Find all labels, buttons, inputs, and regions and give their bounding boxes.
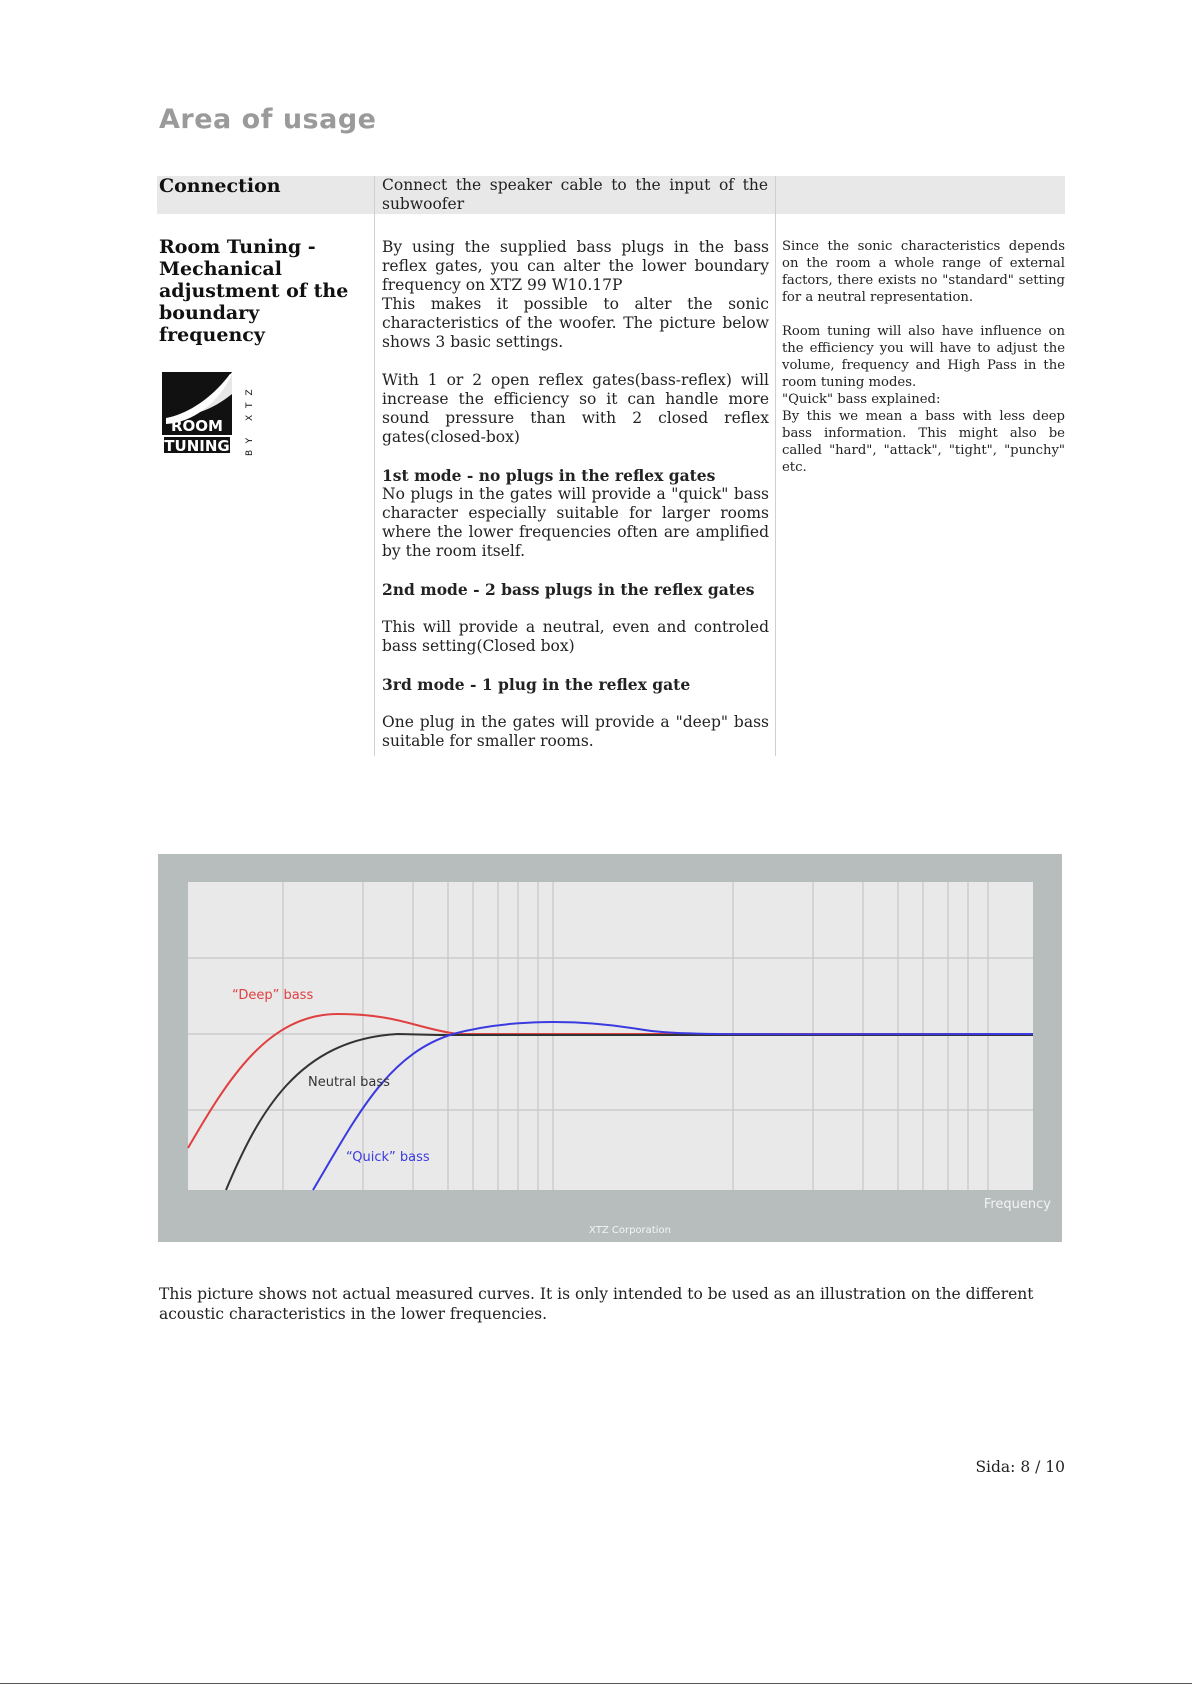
side-paragraph-1: Since the sonic characteristics depends on the room a whole range of external factors, there exists no "standard" setting for a neutral representation.: [782, 239, 1065, 305]
intro-paragraph-1: By using the supplied bass plugs in the bass reflex gates, you can alter the lower boundary frequency on XTZ 99 W10.17P: [382, 238, 769, 294]
chart-x-label: Frequency: [983, 1197, 1051, 1212]
mode3-heading: 3rd mode - 1 plug in the reflex gate: [382, 675, 691, 694]
side-paragraph-2: Room tuning will also have influence on the efficiency you will have to adjust the volume, frequency and High Pass in the room tuning modes.: [782, 324, 1065, 390]
room-tuning-logo: [160, 370, 270, 460]
bass-response-chart: [158, 854, 1062, 1242]
intro-paragraph-3: With 1 or 2 open reflex gates(bass-reflex) will increase the efficiency so it can handle more sound pressure than with 2 closed reflex gates(closed-box): [382, 371, 769, 446]
logo-side-text: BY XTZ: [245, 382, 255, 456]
logo-word-tuning: TUNING: [164, 437, 230, 455]
mode1-heading: 1st mode - no plugs in the reflex gates: [382, 466, 716, 485]
room-tuning-main-text: [382, 238, 769, 770]
room-tuning-side-text: [782, 238, 1065, 476]
mode2-text: This will provide a neutral, even and controled bass setting(Closed box): [382, 618, 769, 655]
intro-paragraph-2: This makes it possible to alter the sonic characteristics of the woofer. The picture below shows 3 basic settings.: [382, 295, 769, 351]
mode3-text: One plug in the gates will provide a "deep" bass suitable for smaller rooms.: [382, 713, 769, 750]
room-tuning-label: Room Tuning - Mechanical adjustment of the boundary frequency: [159, 236, 349, 346]
connection-text: Connect the speaker cable to the input of the subwoofer: [382, 176, 768, 213]
page-title: Area of usage: [159, 104, 377, 135]
column-divider-left: [374, 176, 375, 756]
bottom-border-line: [0, 1683, 1192, 1684]
side-paragraph-3: "Quick" bass explained:: [782, 392, 941, 407]
page-number: Sida: 8 / 10: [975, 1458, 1065, 1476]
legend-deep-bass: “Deep” bass: [232, 988, 314, 1003]
logo-word-room: ROOM: [171, 417, 223, 435]
column-divider-right: [775, 176, 776, 756]
chart-disclaimer-note: This picture shows not actual measured curves. It is only intended to be used as an illustration on the different acoustic characteristics in the lower frequencies.: [159, 1285, 1034, 1323]
side-paragraph-4: By this we mean a bass with less deep bass information. This might also be called "hard", "attack", "tight", "punchy" etc.: [782, 409, 1065, 475]
chart-credit: XTZ Corporation: [589, 1225, 671, 1236]
legend-quick-bass: “Quick” bass: [346, 1150, 430, 1165]
mode1-text: No plugs in the gates will provide a "quick" bass character especially suitable for larger rooms where the lower frequencies often are amplified by the room itself.: [382, 485, 769, 560]
mode2-heading: 2nd mode - 2 bass plugs in the reflex gates: [382, 580, 755, 599]
legend-neutral-bass: Neutral bass: [308, 1075, 390, 1090]
connection-label: Connection: [159, 175, 281, 197]
